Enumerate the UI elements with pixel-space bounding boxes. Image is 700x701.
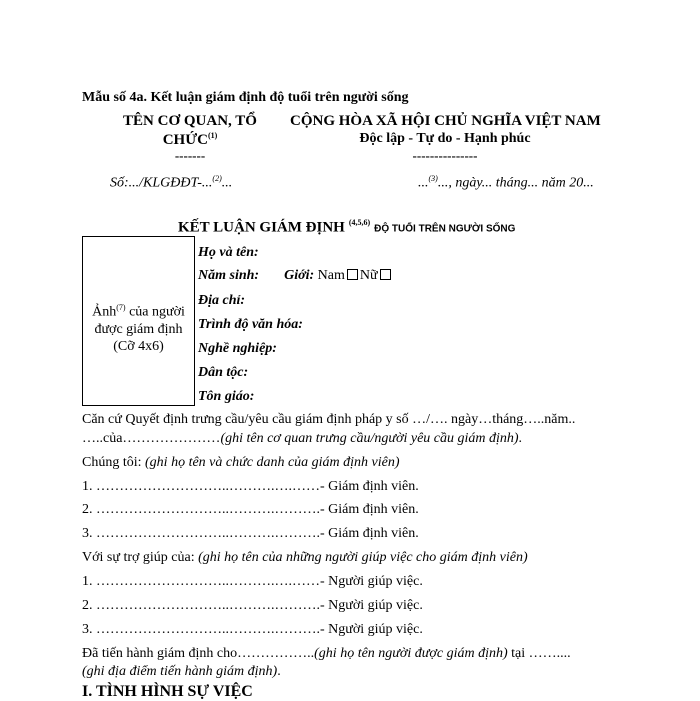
field-birth-gender: Năm sinh: Giới: Nam Nữ xyxy=(198,268,393,284)
female-checkbox[interactable] xyxy=(380,269,391,280)
basis-line2: …..của…………………(ghi tên cơ quan trưng cầu/người yêu cầu giám định). xyxy=(82,431,523,446)
examiner-row: 2. ………………………..……….……….- Giám định viên. xyxy=(82,502,419,517)
photo-caption: Ảnh$^{(7)}$ của người được giám định (Cỡ 4x6) xyxy=(92,303,185,354)
male-checkbox[interactable] xyxy=(347,269,358,280)
org-name-line1: TÊN CƠ QUAN, TỔ xyxy=(123,113,257,129)
photo-placeholder xyxy=(82,236,195,406)
nation-divider: --------------- xyxy=(412,148,478,163)
place-date: ...$^{(3)}$..., ngày... tháng... năm 20... xyxy=(418,174,594,191)
conducted-line2: (ghi địa điểm tiến hành giám định). xyxy=(82,664,281,679)
field-address: Địa chỉ: xyxy=(198,293,246,308)
document-title: KẾT LUẬN GIÁM ĐỊNH $^{(4,5,6)}$ ĐỘ TUỔI TRÊN NGƯỜI SỐNG xyxy=(178,218,516,236)
assistants-intro: Với sự trợ giúp của: (ghi họ tên của những người giúp việc cho giám định viên) xyxy=(82,550,528,565)
section-heading: I. TÌNH HÌNH SỰ VIỆC xyxy=(82,683,253,700)
form-title: Mẫu số 4a. Kết luận giám định độ tuổi trên người sống xyxy=(82,90,409,105)
org-divider: ------- xyxy=(174,148,206,163)
field-name: Họ và tên: xyxy=(198,245,259,260)
field-occupation: Nghề nghiệp: xyxy=(198,341,277,356)
examiner-row: 3. ………………………..……….……….- Giám định viên. xyxy=(82,526,419,541)
nation-motto: Độc lập - Tự do - Hạnh phúc xyxy=(359,131,531,146)
assistant-row: 1. ………………………..……….….……- Người giúp việc. xyxy=(82,574,423,589)
org-name-line2: CHỨC$^{(1)}$ xyxy=(162,131,218,148)
conducted-line1: Đã tiến hành giám định cho……………..(ghi họ tên người được giám định) tại …….... xyxy=(82,646,571,661)
field-religion: Tôn giáo: xyxy=(198,389,255,404)
basis-line1: Căn cứ Quyết định trưng cầu/yêu cầu giám định pháp y số …/…. ngày…tháng…..năm.. xyxy=(82,412,576,427)
examiners-intro: Chúng tôi: (ghi họ tên và chức danh của giám định viên) xyxy=(82,455,400,470)
nation-name: CỘNG HÒA XÃ HỘI CHỦ NGHĨA VIỆT NAM xyxy=(290,113,601,129)
field-ethnicity: Dân tộc: xyxy=(198,365,249,380)
document-number: Số:.../KLGĐĐT-...$^{(2)}$... xyxy=(110,174,233,191)
assistant-row: 3. ………………………..……….……….- Người giúp việc. xyxy=(82,622,423,637)
assistant-row: 2. ………………………..……….……….- Người giúp việc. xyxy=(82,598,423,613)
field-education: Trình độ văn hóa: xyxy=(198,317,303,332)
examiner-row: 1. ………………………..……….….……- Giám định viên. xyxy=(82,479,419,494)
